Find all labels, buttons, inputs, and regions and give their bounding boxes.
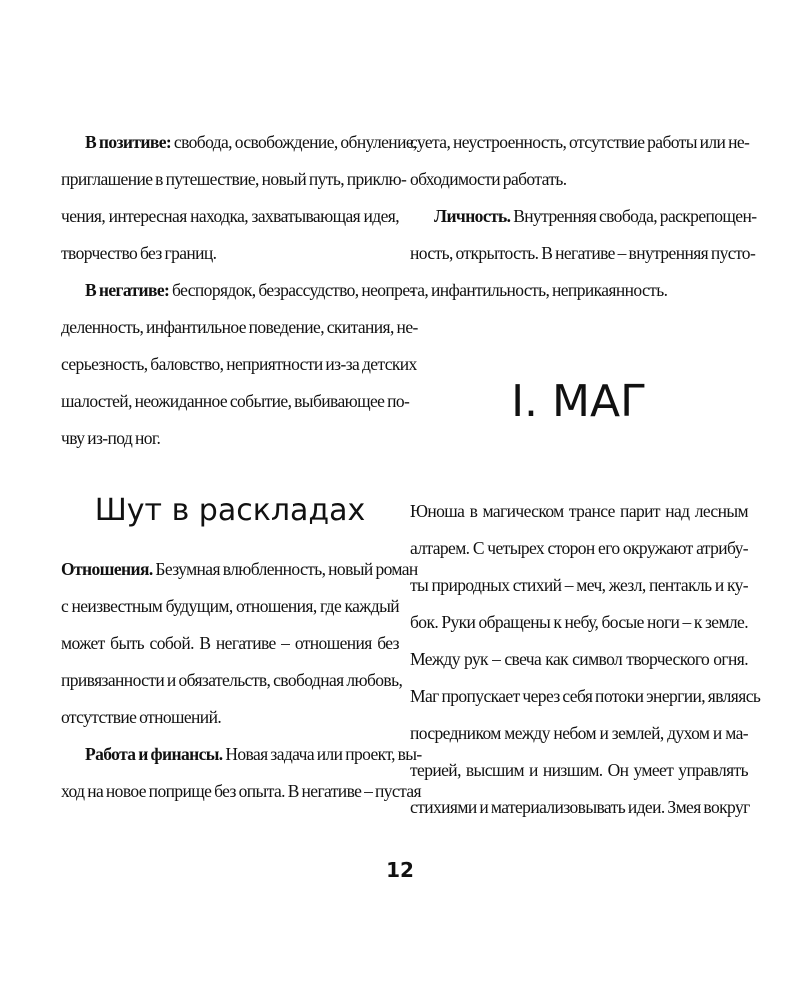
label-negative: В негативе: [85, 280, 170, 300]
text-line: алтарем. С четырех сторон его окружают атрибу- [410, 538, 748, 558]
text-line [410, 198, 757, 235]
line-text: Безумная влюбленность, новый роман [152, 559, 418, 579]
label-personality: Личность. [434, 206, 511, 226]
line-text: беспорядок, безрассудство, неопре- [169, 280, 415, 300]
right-column [410, 124, 761, 826]
text-line: ность, открытость. В негативе – внутренняя пусто- [410, 243, 756, 263]
text-line: приглашение в путешествие, новый путь, приклю- [61, 169, 407, 189]
text-line: творчество без границ. [61, 243, 217, 263]
paragraph-magician [410, 493, 761, 826]
text-line: бок. Руки обращены к небу, босые ноги – к земле. [410, 612, 748, 632]
text-line [61, 272, 415, 309]
page-number: 12 [386, 858, 414, 882]
text-line: та, инфантильность, неприкаянность. [410, 280, 668, 300]
text-line [61, 551, 418, 588]
text-line: чения, интересная находка, захватывающая идея, [61, 206, 399, 226]
chapter-heading-magician: I. МАГ [511, 376, 647, 427]
paragraph-personality [410, 198, 757, 309]
line-text: Новая задача или проект, вы- [222, 744, 422, 764]
text-line: обходимости работать. [410, 169, 567, 189]
paragraph-relationships [61, 551, 418, 736]
line-text: свобода, освобождение, обнуление, [171, 132, 417, 152]
left-column [61, 124, 422, 810]
text-line: Юноша в магическом трансе парит над лесным [410, 501, 748, 521]
text-line: чву из-под ног. [61, 428, 161, 448]
text-line: может быть собой. В негативе – отношения без [61, 633, 399, 653]
text-line: с неизвестным будущим, отношения, где каждый [61, 596, 399, 616]
text-line: ты природных стихий – меч, жезл, пентакль и ку- [410, 575, 748, 595]
text-line: серьезность, баловство, неприятности из-за детских [61, 354, 417, 374]
text-line: стихиями и материализовывать идеи. Змея вокруг [410, 797, 750, 817]
paragraph-negative [61, 272, 418, 457]
paragraph-work [61, 736, 422, 810]
text-line: шалостей, неожиданное событие, выбивающее по- [61, 391, 410, 411]
paragraph-positive [61, 124, 417, 272]
text-line: привязанности и обязательств, свободная любовь, [61, 670, 403, 690]
text-line: Маг пропускает через себя потоки энергии, являясь [410, 686, 761, 706]
text-line [61, 736, 422, 773]
text-line: деленность, инфантильное поведение, скитания, не- [61, 317, 418, 337]
label-positive: В позитиве: [85, 132, 172, 152]
paragraph-work-continued [410, 124, 748, 198]
label-work: Работа и финансы. [85, 744, 223, 764]
text-line: посредником между небом и землей, духом и ма- [410, 723, 748, 743]
text-line: Между рук – свеча как символ творческого огня. [410, 649, 748, 669]
label-relationships: Отношения. [61, 559, 153, 579]
text-line: терией, высшим и низшим. Он умеет управлять [410, 760, 748, 780]
text-line: отсутствие отношений. [61, 707, 222, 727]
line-text: Внутренняя свобода, раскрепощен- [510, 206, 757, 226]
section-heading-fool-spreads: Шут в раскладах [94, 493, 366, 528]
text-line: суета, неустроенность, отсутствие работы или не- [410, 132, 750, 152]
text-line [61, 124, 417, 161]
text-line: ход на новое поприще без опыта. В негативе – пустая [61, 781, 421, 801]
